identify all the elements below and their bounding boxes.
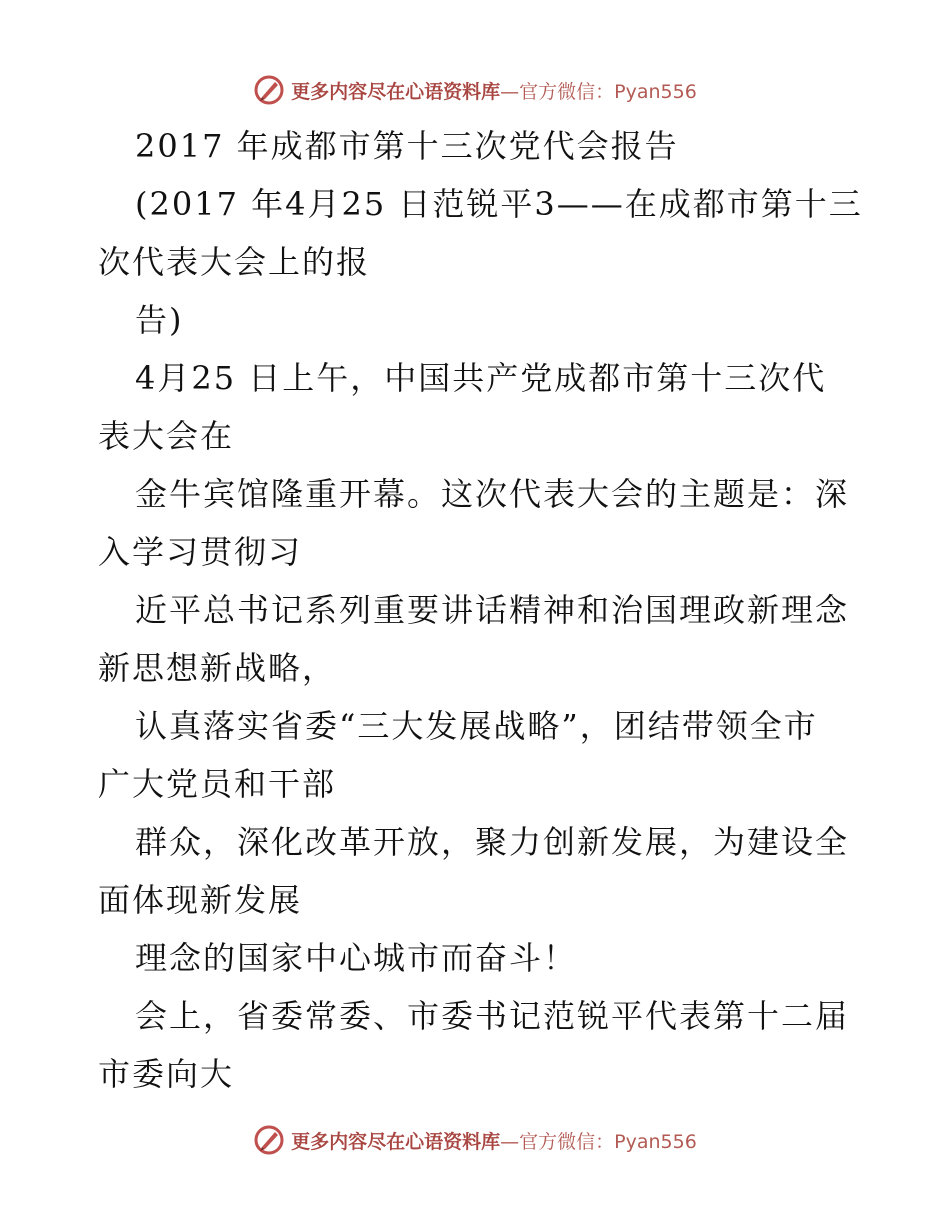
- banner-text: [291, 1127, 697, 1154]
- doc-subtitle-line: (2017 年4月25 日范锐平3——在成都市第十三: [135, 185, 863, 223]
- paragraph-line: 会上，省委常委、市委书记范锐平代表第十二届: [135, 997, 850, 1035]
- paragraph-line: 入学习贯彻习: [98, 533, 303, 571]
- pen-logo-icon: [253, 1124, 285, 1156]
- paragraph-line: 表大会在: [98, 417, 235, 455]
- footer-banner: [0, 1122, 950, 1158]
- banner-brand: 更多内容尽在心语资料库: [291, 80, 501, 103]
- banner-contact: 官方微信：Pyan556: [519, 80, 697, 103]
- banner-separator: —: [500, 80, 520, 103]
- doc-subtitle-line: 告): [135, 301, 184, 339]
- paragraph-line: 新思想新战略，: [98, 649, 337, 687]
- paragraph-line: 市委向大: [98, 1055, 235, 1093]
- doc-subtitle-line: 次代表大会上的报: [98, 243, 371, 281]
- paragraph-line: 金牛宾馆隆重开幕。这次代表大会的主题是：深: [135, 475, 850, 513]
- banner-brand: 更多内容尽在心语资料库: [291, 1130, 501, 1153]
- paragraph-line: 4月25 日上午，中国共产党成都市第十三次代: [135, 359, 827, 397]
- paragraph-line: 近平总书记系列重要讲话精神和治国理政新理念: [135, 591, 850, 629]
- banner-contact: 官方微信：Pyan556: [519, 1130, 697, 1153]
- banner-separator: —: [500, 1130, 520, 1153]
- doc-title: 2017 年成都市第十三次党代会报告: [135, 127, 679, 165]
- paragraph-line: 群众，深化改革开放，聚力创新发展，为建设全: [135, 823, 850, 861]
- paragraph-line: 认真落实省委“三大发展战略”，团结带领全市: [135, 707, 818, 745]
- paragraph-line: 广大党员和干部: [98, 765, 337, 803]
- paragraph-line: 面体现新发展: [98, 881, 303, 919]
- paragraph-line: 理念的国家中心城市而奋斗！: [135, 939, 578, 977]
